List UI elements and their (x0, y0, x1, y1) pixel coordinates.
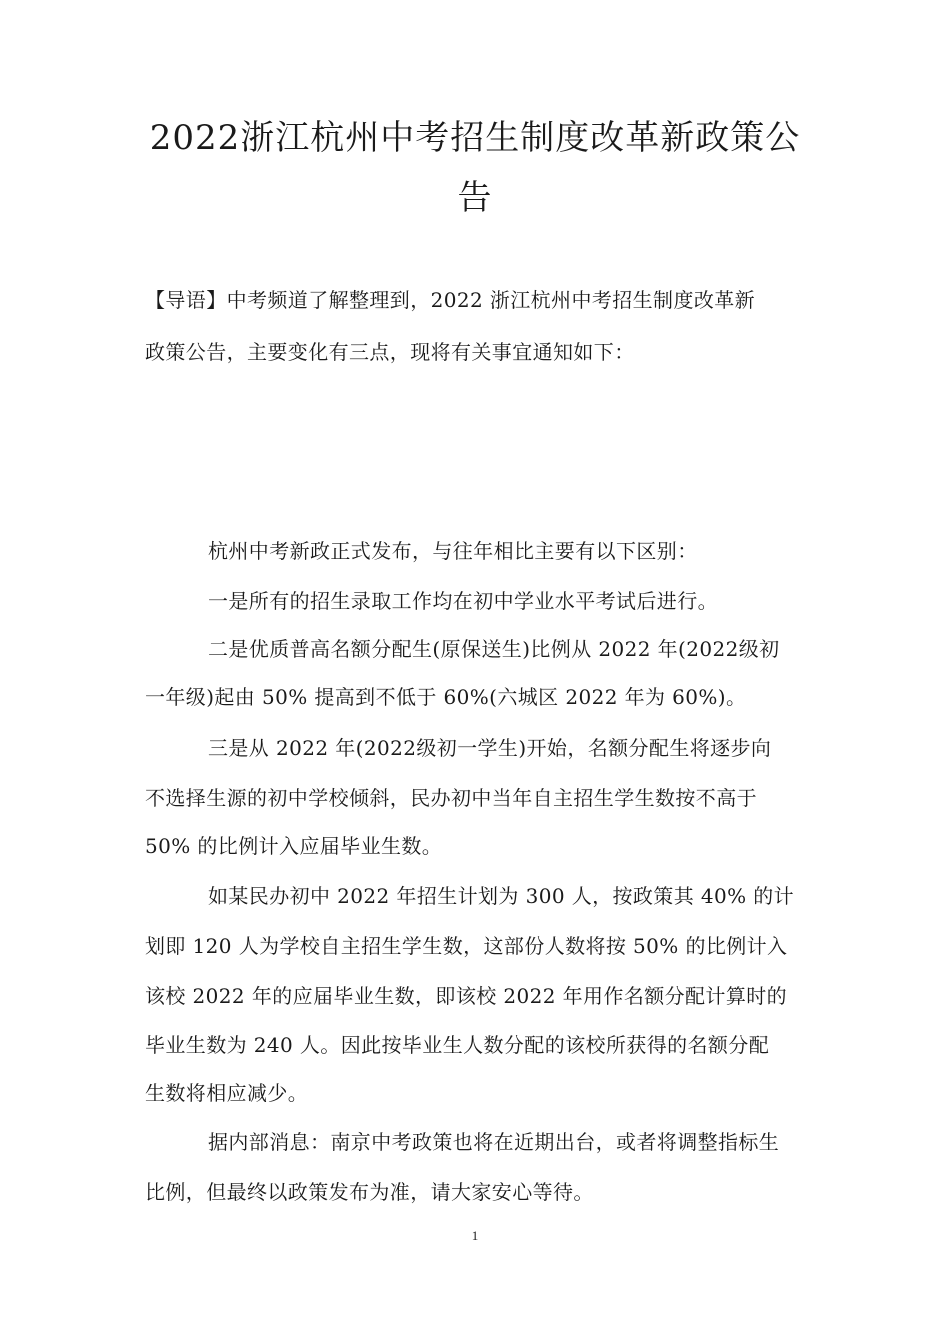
paragraph-5-line-4: 毕业生数为 240 人。因此按毕业生人数分配的该校所获得的名额分配 (145, 1033, 770, 1057)
document-title (130, 108, 820, 228)
intro-line-2: 政策公告，主要变化有三点，现将有关事宜通知如下： (145, 340, 635, 364)
paragraph-4-line-1: 三是从 2022 年(2022级初一学生)开始，名额分配生将逐步向 (208, 736, 772, 760)
paragraph-6-line-2: 比例，但最终以政策发布为准，请大家安心等待。 (145, 1180, 594, 1204)
title-line-2: 告 (457, 178, 493, 218)
paragraph-4-line-2: 不选择生源的初中学校倾斜，民办初中当年自主招生学生数按不高于 (145, 786, 757, 810)
paragraph-5-line-1: 如某民办初中 2022 年招生计划为 300 人，按政策其 40% 的计 (208, 884, 795, 908)
paragraph-3-line-2: 一年级)起由 50% 提高到不低于 60%(六城区 2022 年为 60%)。 (145, 685, 747, 709)
paragraph-5-line-5: 生数将相应减少。 (145, 1081, 309, 1105)
intro-line-1: 【导语】中考频道了解整理到，2022 浙江杭州中考招生制度改革新 (145, 288, 756, 312)
paragraph-3-line-1: 二是优质普高名额分配生(原保送生)比例从 2022 年(2022级初 (208, 637, 780, 661)
paragraph-6-line-1: 据内部消息：南京中考政策也将在近期出台，或者将调整指标生 (208, 1130, 780, 1154)
paragraph-5-line-2: 划即 120 人为学校自主招生学生数，这部份人数将按 50% 的比例计入 (145, 934, 788, 958)
paragraph-2: 一是所有的招生录取工作均在初中学业水平考试后进行。 (208, 589, 718, 613)
page-number: 1 (471, 1228, 479, 1243)
paragraph-1: 杭州中考新政正式发布，与往年相比主要有以下区别： (208, 539, 698, 563)
paragraph-4-line-3: 50% 的比例计入应届毕业生数。 (145, 834, 443, 858)
paragraph-5-line-3: 该校 2022 年的应届毕业生数，即该校 2022 年用作名额分配计算时的 (145, 984, 788, 1008)
title-line-1: 2022浙江杭州中考招生制度改革新政策公 (149, 118, 801, 158)
